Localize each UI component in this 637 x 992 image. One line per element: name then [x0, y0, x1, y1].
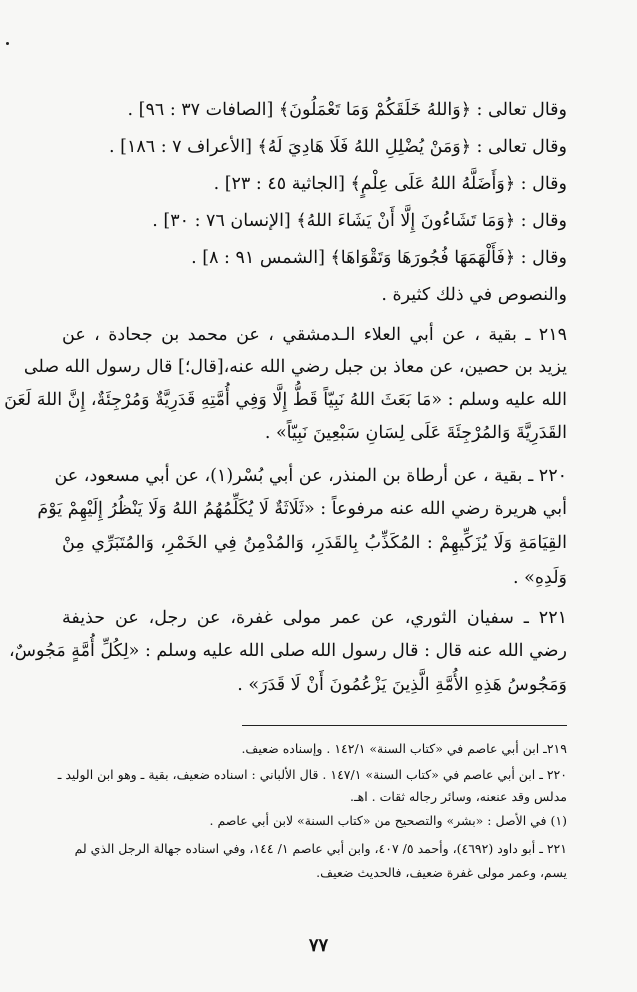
text-line: وقال تعالى : ﴿وَاللهُ خَلَقَكُمْ وَمَا تَعْمَلُونَ﴾ [الصافات ٣٧ : ٩٦] . — [127, 100, 567, 120]
hadith-220-line: أبي هريرة رضي الله عنه مرفوعاً : «ثَلَاثَةٌ لَا يُكَلِّمُهُمُ اللهُ وَلَا يَنْظُرُ إِلَيْهِمْ يَوْمَ — [37, 499, 567, 519]
footnote-divider — [242, 725, 567, 726]
footnote-220-cont: مدلس وقد عنعنه، وسائر رجاله ثقات . اهـ. — [350, 789, 567, 804]
footnote-1: (١) في الأصل : «بشر» والتصحيح من «كتاب السنة» لابن أبي عاصم . — [209, 813, 567, 828]
hadith-221-line: ٢٢١ ـ سفيان الثوري، عن عمر مولى غفرة، عن رجل، عن حذيفة — [62, 608, 567, 628]
text-line: وقال : ﴿وَمَا تَشَاءُونَ إِلَّا أَنْ يَشَاءَ اللهُ﴾ [الإنسان ٧٦ : ٣٠] . — [152, 211, 567, 231]
hadith-220-line: ٢٢٠ ـ بقية ، عن أرطاة بن المنذر، عن أبي بُسْر(١)، عن أبي مسعود، عن — [54, 466, 567, 486]
hadith-219-line: يزيد بن حصين، عن معاذ بن جبل رضي الله عنه،[قال؛] قال رسول الله صلى — [23, 357, 567, 377]
hadith-219-line: الله عليه وسلم : «مَا بَعَثَ اللهُ نَبِيّاً قَطُّ إِلَّا وَفِي أُمَّتِهِ قَدَرِيَّةٌ وَمُرْجِئَةٌ، إِنَّ اللهَ لَعَنَ — [4, 390, 567, 410]
footnote-219: ٢١٩ـ ابن أبي عاصم في «كتاب السنة» ١٤٢/١ . وإسناده ضعيف. — [241, 741, 567, 756]
footnote-220: ٢٢٠ ـ ابن أبي عاصم في «كتاب السنة» ١٤٧/١ . قال الألباني : اسناده ضعيف، بقية ـ وهو ابن الوليد ـ — [57, 767, 567, 782]
text-line: وقال تعالى : ﴿وَمَنْ يُضْلِلِ اللهُ فَلَا هَادِيَ لَهُ﴾ [الأعراف ٧ : ١٨٦] . — [108, 137, 567, 157]
hadith-220-line: وَلَدِهِ» . — [513, 568, 567, 588]
hadith-221-line: رضي الله عنه قال : قال رسول الله صلى الله عليه وسلم : «لِكُلِّ أُمَّةٍ مَجُوسٌ، — [8, 641, 567, 661]
hadith-221-line: وَمَجُوسُ هَذِهِ الأُمَّةِ الَّذِينَ يَزْعُمُونَ أَنْ لَا قَدَرَ» . — [237, 675, 567, 695]
text-line: وقال : ﴿وَأَضَلَّهُ اللهُ عَلَى عِلْمٍ﴾ [الجاثية ٤٥ : ٢٣] . — [213, 174, 567, 194]
page-number: ٧٧ — [308, 935, 329, 956]
footnote-221-cont: يسم، وعمر مولى غفرة ضعيف، فالحديث ضعيف. — [316, 865, 567, 880]
scan-speck — [6, 42, 9, 45]
hadith-219-line: ٢١٩ ـ بقية ، عن أبي العلاء الـدمشقي ، عن محمد بن جحادة ، عن — [62, 325, 567, 345]
text-line: والنصوص في ذلك كثيرة . — [381, 285, 567, 305]
hadith-220-line: القِيَامَةِ وَلَا يُزَكِّيهِمْ : المُكَذِّبُ بِالقَدَرِ، وَالمُدْمِنُ فِي الخَمْرِ، وَالمُتَبَرِّي مِنْ — [62, 533, 567, 553]
text-line: وقال : ﴿فَأَلْهَمَهَا فُجُورَهَا وَتَقْوَاهَا﴾ [الشمس ٩١ : ٨] . — [191, 248, 567, 268]
footnote-221: ٢٢١ ـ أبو داود (٤٦٩٢)، وأحمد ٥/ ٤٠٧، وابن أبي عاصم ١/ ١٤٤، وفي اسناده جهالة الرجل الذي لم — [74, 841, 567, 856]
hadith-219-line: القَدَرِيَّةَ وَالمُرْجِئَةَ عَلَى لِسَانِ سَبْعِينَ نَبِيّاً» . — [264, 423, 567, 443]
